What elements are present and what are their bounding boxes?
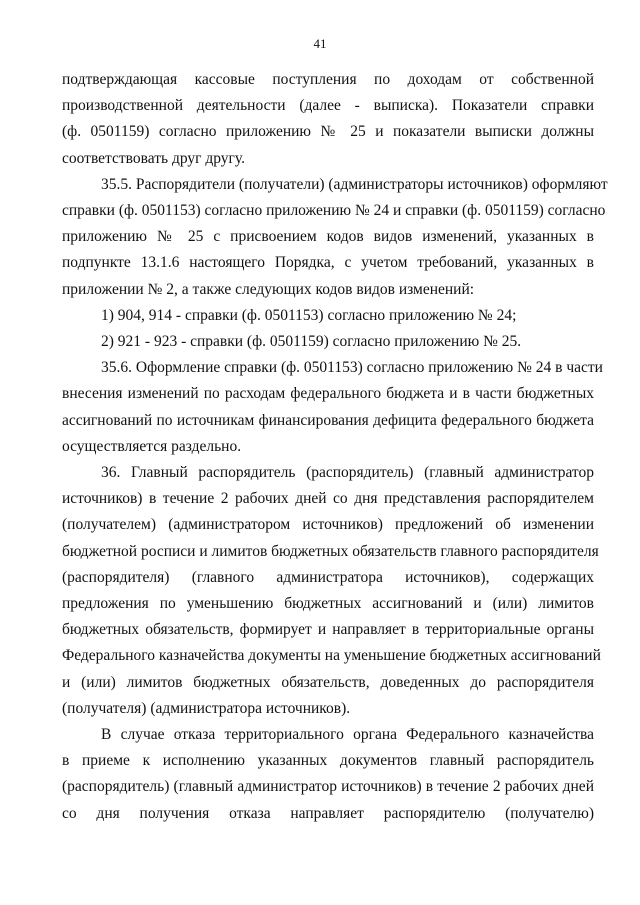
text-line: со дня получения отказа направляет распорядителю (получателю) [62, 804, 594, 822]
text-line: приложению № 25 с присвоением кодов видов изменений, указанных в [62, 228, 594, 246]
text-line: бюджетных обязательств, формирует и направляет в территориальные органы [62, 621, 594, 639]
text-line: ассигнований по источникам финансирования дефицита федерального бюджета [62, 411, 594, 429]
text-line: (получателем) (администратором источников) предложений об изменении [62, 516, 594, 534]
text-line: (распорядитель) (главный администратор источников) в течение 2 рабочих дней [62, 778, 594, 796]
text-line: в приеме к исполнению указанных документов главный распорядитель [62, 752, 594, 770]
text-line: бюджетной росписи и лимитов бюджетных обязательств главного распорядителя [62, 542, 599, 560]
text-line: и (или) лимитов бюджетных обязательств, доведенных до распорядителя [62, 673, 594, 691]
text-line: В случае отказа территориального органа Федерального казначейства [101, 726, 594, 744]
text-line: приложении № 2, а также следующих кодов видов изменений: [62, 280, 475, 298]
text-line: 35.5. Распорядители (получатели) (администраторы источников) оформляют [101, 175, 608, 193]
text-line: осуществляется раздельно. [62, 437, 242, 455]
text-line: соответствовать друг другу. [62, 149, 245, 167]
text-line: подпункте 13.1.6 настоящего Порядка, с учетом требований, указанных в [62, 254, 594, 272]
text-line: 1) 904, 914 - справки (ф. 0501153) согласно приложению № 24; [101, 306, 517, 324]
text-line: источников) в течение 2 рабочих дней со дня представления распорядителем [62, 490, 594, 508]
text-line: производственной деятельности (далее - выписка). Показатели справки [62, 97, 594, 115]
text-line: 2) 921 - 923 - справки (ф. 0501159) согласно приложению № 25. [101, 333, 522, 351]
text-line: (ф. 0501159) согласно приложению № 25 и показатели выписки должны [62, 123, 594, 141]
page-number: 41 [313, 36, 327, 51]
text-line: подтверждающая кассовые поступления по доходам от собственной [62, 71, 594, 88]
text-line: 35.6. Оформление справки (ф. 0501153) согласно приложению № 24 в части [101, 359, 603, 377]
text-line: 36. Главный распорядитель (распорядитель) (главный администратор [101, 464, 594, 482]
text-line: Федерального казначейства документы на уменьшение бюджетных ассигнований [62, 647, 601, 665]
text-line: предложения по уменьшению бюджетных ассигнований и (или) лимитов [62, 595, 594, 613]
text-line: (получателя) (администратора источников). [62, 699, 351, 717]
document-body [62, 67, 608, 827]
text-line: справки (ф. 0501153) согласно приложению № 24 и справки (ф. 0501159) согласно [62, 202, 606, 220]
text-line: внесения изменений по расходам федерального бюджета и в части бюджетных [62, 385, 594, 403]
text-line: (распорядителя) (главного администратора источников), содержащих [62, 568, 594, 586]
